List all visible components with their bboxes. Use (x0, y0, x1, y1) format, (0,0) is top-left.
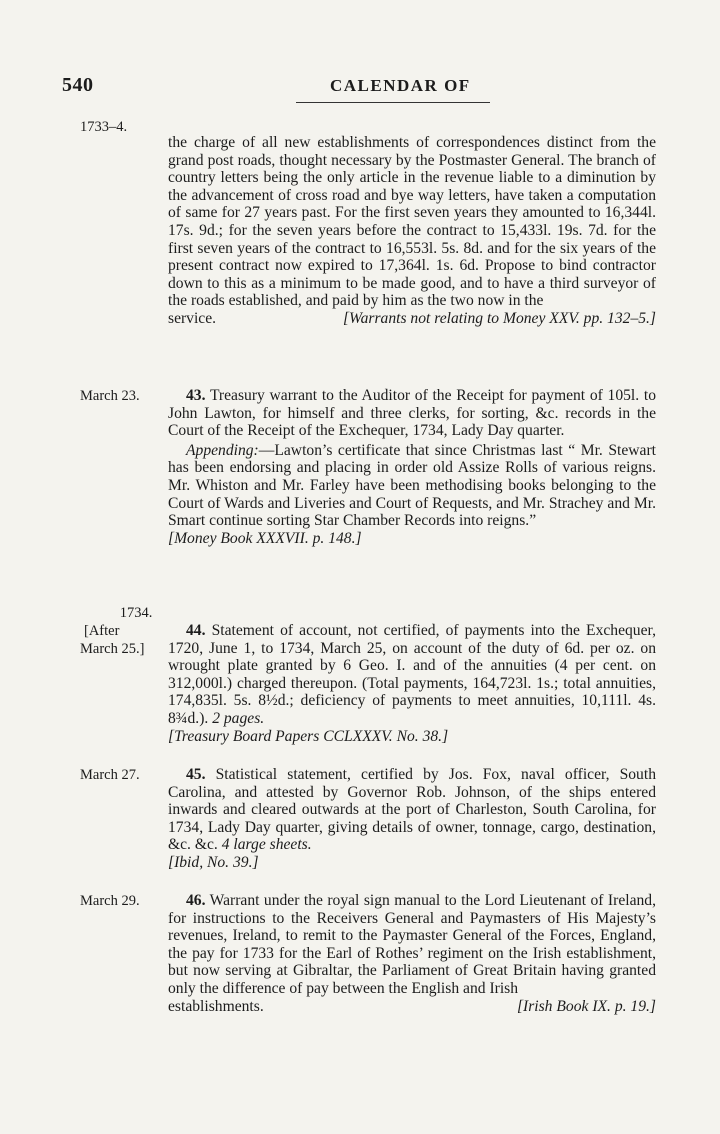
header-rule (296, 102, 490, 103)
running-head: CALENDAR OF (330, 76, 471, 95)
entry-tail: establishments. (168, 997, 264, 1015)
entry-date (80, 387, 162, 405)
entry-extent: 2 pages. (212, 709, 265, 727)
archive-reference: [Irish Book IX. p. 19.] (516, 997, 656, 1015)
entry-tail: service. (168, 309, 217, 327)
date-line: March 23. (80, 388, 140, 404)
page-header (62, 74, 662, 98)
date-line: 1733–4. (80, 119, 128, 135)
entry-date (80, 604, 162, 658)
entry-date (80, 766, 162, 784)
entry-number: 46. (186, 892, 206, 909)
entry-text (168, 892, 656, 1015)
entry-body: Statistical statement, certified by Jos. Fox, naval officer, South Carolina, and attested by Governor Rob. Johnson, of the ships entered inwards and cleared outwards at the port of Charleston, South Carolina, for 1734, Lady Day quarter, giving details of owner, tonnage, cargo, destination, &c. &c. (168, 766, 656, 854)
date-line: March 29. (80, 893, 140, 909)
entry-date (80, 118, 162, 136)
entry-text (168, 387, 656, 547)
entry-text (168, 622, 656, 745)
entry-body: Warrant under the royal sign manual to the Lord Lieutenant of Ireland, for instructions to the Receivers General and Paymasters of His Majesty’s revenues, Ireland, to remit to the Paymaster General of the Forces, England, the pay for 1733 for the Earl of Rothes’ regiment on the Irish establishment, but now serving at Gibraltar, the Parliament of Great Britain having granted only the difference of pay between the English and Irish (168, 892, 656, 997)
page-number: 540 (62, 74, 94, 96)
appending-text: —Lawton’s certificate that since Christmas last “ Mr. Stewart has been endorsing and placing in order old Assize Rolls of various reigns. Mr. Whiston and Mr. Farley have been methodising books belonging to the Court of Wards and Liveries and Court of Requests, and Mr. Strachey and Mr. Smart continue sorting Star Chamber Records into reigns.” (168, 441, 656, 530)
archive-reference: [Warrants not relating to Money XXV. pp. 132–5.] (342, 309, 656, 327)
archive-reference: [Ibid, No. 39.] (168, 853, 259, 871)
date-line: [After (84, 623, 120, 639)
entry-body: Treasury warrant to the Auditor of the Receipt for payment of 105l. to John Lawton, for himself and three clerks, for sorting, &c. records in the Court of the Receipt of the Exchequer, 1734, Lady Day quarter. (168, 387, 656, 440)
entry-date (80, 892, 162, 910)
entry-number: 45. (186, 766, 206, 783)
date-line: March 25.] (80, 641, 145, 657)
date-line: March 27. (80, 767, 140, 783)
entry-extent: 4 large sheets. (221, 836, 312, 854)
entry-number: 44. (186, 622, 206, 639)
archive-reference: [Treasury Board Papers CCLXXXV. No. 38.] (168, 727, 449, 745)
entry-number: 43. (186, 387, 206, 404)
date-line: 1734. (119, 605, 153, 621)
entry-text (168, 766, 656, 872)
entry-body: Statement of account, not certified, of payments into the Exchequer, 1720, June 1, to 1734, March 25, on account of the duty of 6d. per oz. on wrought plate granted by 6 Geo. I. and of the annuities (4 per cent. on 312,000l.) charged thereupon. (Total payments, 164,723l. 1s.; total annuities, 174,835l. 5s. 8½d.; deficiency of payments to meet annuities, 10,111l. 4s. 8¾d.). (168, 622, 656, 727)
entry-body: the charge of all new establishments of correspondences distinct from the grand post roads, thought necessary by the Postmaster General. The branch of country letters being the only article in the revenue liable to a diminution by the advancement of cross road and bye way letters, have taken a computation of same for 27 years past. For the first seven years they amounted to 16,344l. 17s. 9d.; for the seven years before the contract to 15,433l. 19s. 7d. for the first seven years of the contract to 16,553l. 5s. 8d. and for the six years of the present contract now expired to 17,364l. 1s. 6d. Propose to bind contractor down to this as a minimum to be made good, and to have a third surveyor of the roads established, and paid by him as the two now in the (168, 134, 656, 310)
appending-label: Appending: (186, 441, 259, 459)
entry-text (168, 134, 656, 328)
archive-reference: [Money Book XXXVII. p. 148.] (168, 529, 362, 547)
